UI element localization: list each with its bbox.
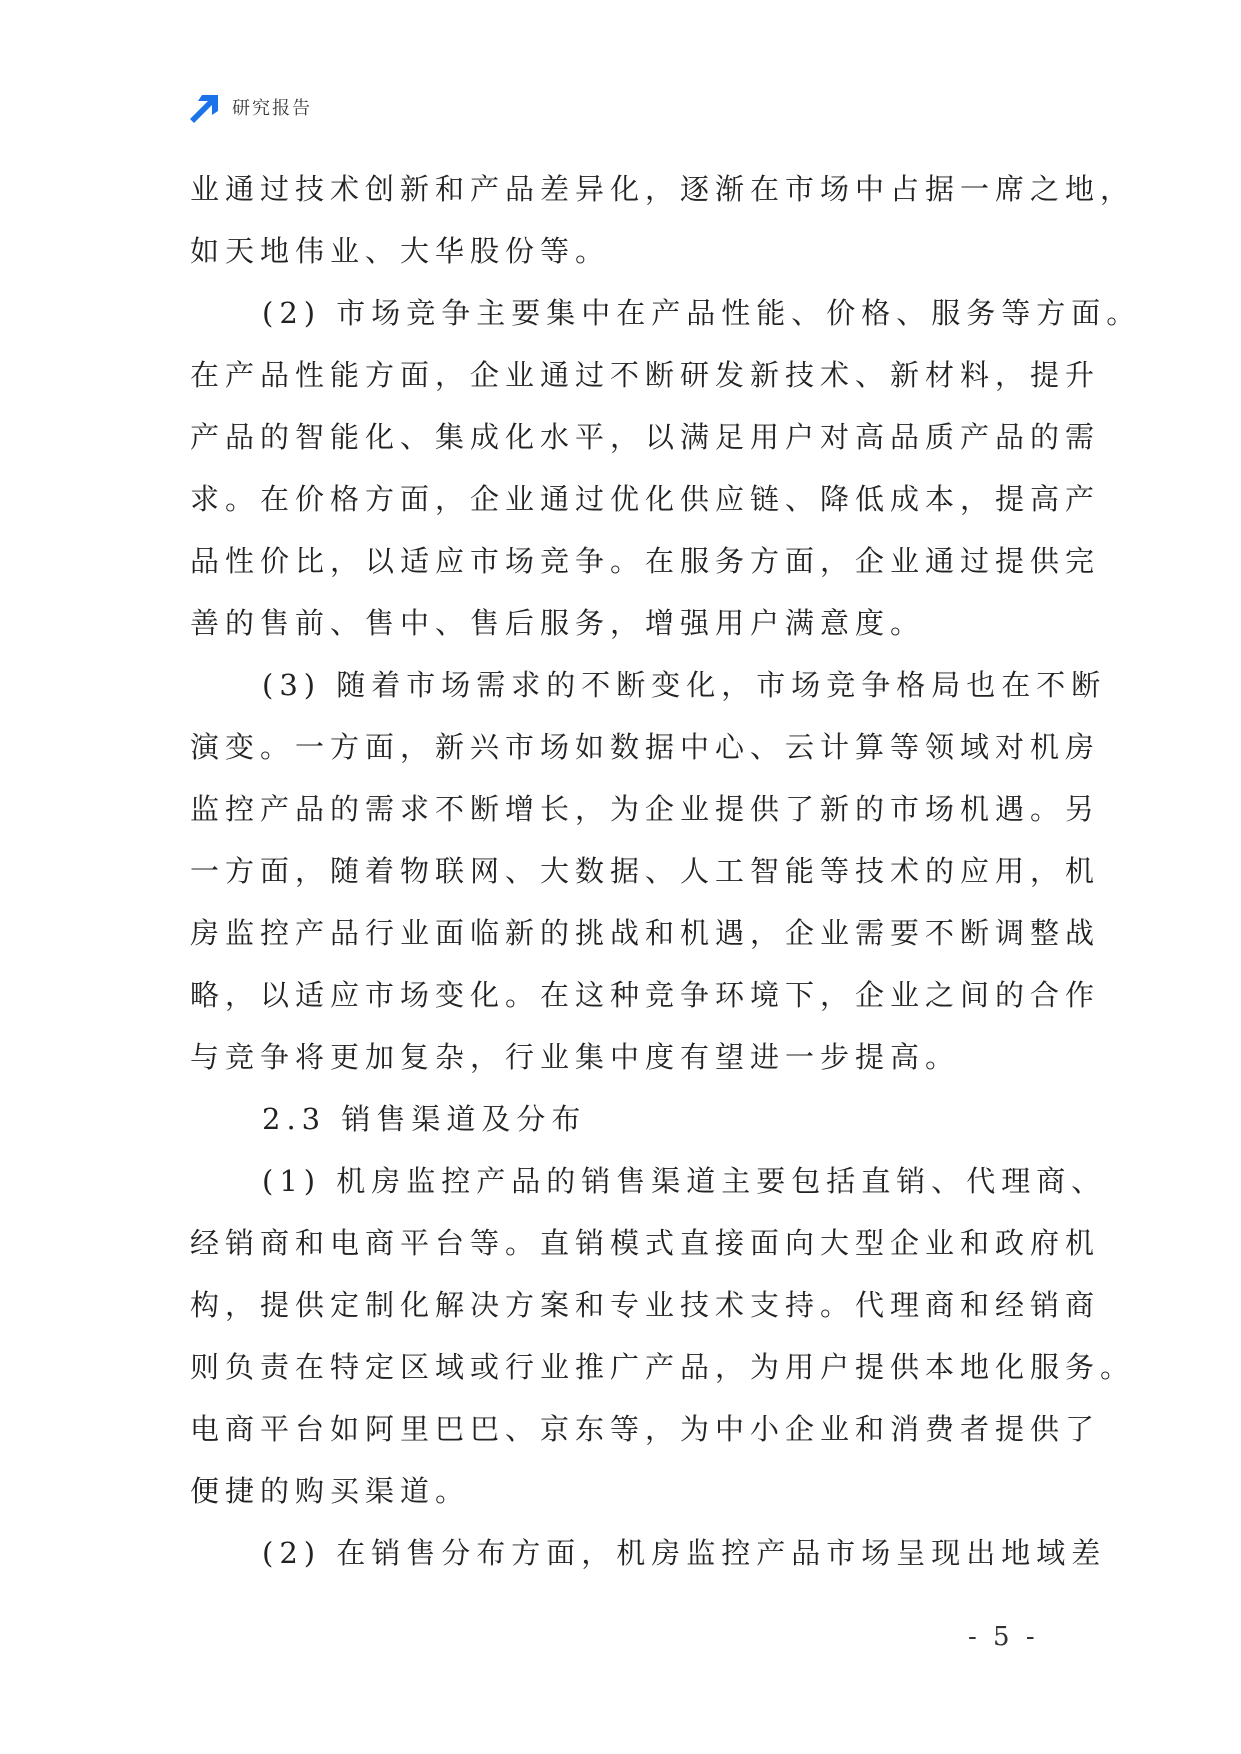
body-line: 品性价比，以适应市场竞争。在服务方面，企业通过提供完 bbox=[190, 544, 1101, 578]
body-line: 电商平台如阿里巴巴、京东等，为中小企业和消费者提供了 bbox=[190, 1412, 1101, 1446]
document-body bbox=[190, 158, 1142, 1584]
body-line: (1) 机房监控产品的销售渠道主要包括直销、代理商、 bbox=[262, 1164, 1107, 1198]
body-line: 则负责在特定区域或行业推广产品，为用户提供本地化服务。 bbox=[190, 1350, 1136, 1384]
body-line: (2) 在销售分布方面，机房监控产品市场呈现出地域差 bbox=[262, 1536, 1107, 1570]
arrow-up-right-icon bbox=[190, 91, 222, 123]
body-line: 略，以适应市场变化。在这种竞争环境下，企业之间的合作 bbox=[190, 978, 1101, 1012]
body-line: 演变。一方面，新兴市场如数据中心、云计算等领域对机房 bbox=[190, 730, 1101, 764]
body-line: (2) 市场竞争主要集中在产品性能、价格、服务等方面。 bbox=[262, 296, 1142, 330]
body-line: 便捷的购买渠道。 bbox=[190, 1474, 471, 1508]
body-line: 房监控产品行业面临新的挑战和机遇，企业需要不断调整战 bbox=[190, 916, 1101, 950]
body-line: 产品的智能化、集成化水平，以满足用户对高品质产品的需 bbox=[190, 420, 1101, 454]
body-line: (3) 随着市场需求的不断变化，市场竞争格局也在不断 bbox=[262, 668, 1107, 702]
header-title: 研究报告 bbox=[232, 98, 312, 119]
page-number: - 5 - bbox=[968, 1622, 1039, 1652]
body-line: 求。在价格方面，企业通过优化供应链、降低成本，提高产 bbox=[190, 482, 1101, 516]
body-line: 与竞争将更加复杂，行业集中度有望进一步提高。 bbox=[190, 1040, 961, 1074]
body-line: 业通过技术创新和产品差异化，逐渐在市场中占据一席之地， bbox=[190, 172, 1136, 206]
body-line: 监控产品的需求不断增长，为企业提供了新的市场机遇。另 bbox=[190, 792, 1101, 826]
section-heading: 2.3 销售渠道及分布 bbox=[262, 1102, 587, 1136]
body-line: 一方面，随着物联网、大数据、人工智能等技术的应用，机 bbox=[190, 854, 1101, 888]
body-line: 经销商和电商平台等。直销模式直接面向大型企业和政府机 bbox=[190, 1226, 1101, 1260]
report-header bbox=[190, 90, 312, 124]
body-line: 善的售前、售中、售后服务，增强用户满意度。 bbox=[190, 606, 926, 640]
body-line: 在产品性能方面，企业通过不断研发新技术、新材料，提升 bbox=[190, 358, 1101, 392]
body-line: 如天地伟业、大华股份等。 bbox=[190, 234, 611, 268]
body-line: 构，提供定制化解决方案和专业技术支持。代理商和经销商 bbox=[190, 1288, 1101, 1322]
